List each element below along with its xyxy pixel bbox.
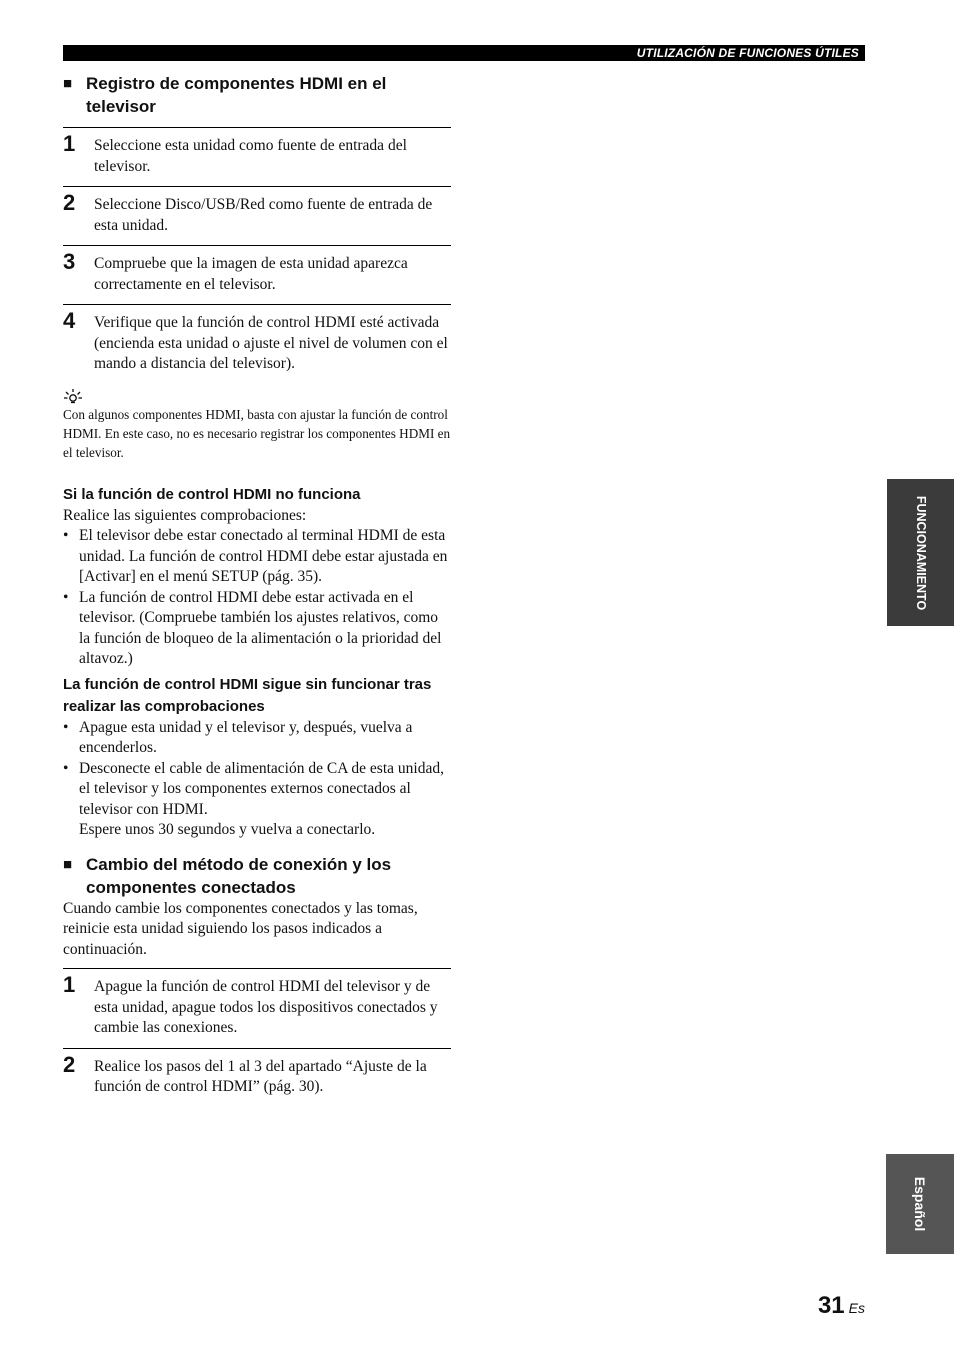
step-2 bbox=[63, 186, 451, 245]
step-text: Seleccione Disco/USB/Red como fuente de entrada de esta unidad. bbox=[94, 196, 433, 234]
trouble1-heading: Si la función de control HDMI no funciona bbox=[63, 485, 361, 503]
trouble2-followup: Espere unos 30 segundos y vuelva a conectarlo. bbox=[79, 821, 376, 838]
step-4 bbox=[63, 304, 451, 384]
tip-text: Con algunos componentes HDMI, basta con ajustar la función de control HDMI. En este caso, no es necesario registrar los componentes HDMI en el televisor. bbox=[63, 406, 451, 460]
trouble1-intro: Realice las siguientes comprobaciones: bbox=[63, 506, 307, 524]
trouble2-heading: La función de control HDMI sigue sin funcionar tras realizar las comprobaciones bbox=[63, 675, 432, 715]
step-number: 2 bbox=[63, 1051, 76, 1077]
step-text: Verifique que la función de control HDMI esté activada (encienda esta unidad o ajuste el nivel de volumen con el mando a distancia del televisor). bbox=[94, 314, 448, 372]
square-bullet-icon: ■ bbox=[63, 75, 73, 92]
trouble1-list bbox=[63, 526, 451, 670]
step-2 bbox=[63, 1048, 451, 1107]
tip-lightbulb-icon bbox=[63, 388, 451, 404]
page-number bbox=[818, 1292, 865, 1320]
step-text: Seleccione esta unidad como fuente de entrada del televisor. bbox=[94, 137, 407, 175]
side-tab-funcionamiento: FUNCIONAMIENTO bbox=[887, 479, 954, 626]
trouble2-list bbox=[63, 718, 451, 821]
list-item: • La función de control HDMI debe estar activada en el televisor. (Compruebe también los ajustes relativos, como la función de bloqueo de la alimentación o la prioridad del altavoz.) bbox=[63, 588, 442, 667]
section2-heading bbox=[63, 853, 451, 899]
step-number: 2 bbox=[63, 190, 76, 215]
section2-intro: Cuando cambie los componentes conectados y las tomas, reinicie esta unidad siguiendo los pasos indicados a continuación. bbox=[63, 899, 418, 958]
section2-title: Cambio del método de conexión y los componentes conectados bbox=[86, 854, 392, 897]
step-number: 3 bbox=[63, 249, 76, 274]
section1-heading bbox=[63, 72, 451, 118]
page-number-value: 31 bbox=[817, 1292, 845, 1319]
step-1 bbox=[63, 127, 451, 186]
step-text: Apague la función de control HDMI del televisor y de esta unidad, apague todos los dispositivos conectados y cambie las conexiones. bbox=[94, 978, 438, 1036]
step-3 bbox=[63, 245, 451, 304]
list-item: • Apague esta unidad y el televisor y, después, vuelva a encenderlos. bbox=[63, 718, 413, 756]
header-section-label: UTILIZACIÓN DE FUNCIONES ÚTILES bbox=[636, 46, 859, 60]
step-text: Compruebe que la imagen de esta unidad aparezca correctamente en el televisor. bbox=[94, 255, 408, 293]
step-text: Realice los pasos del 1 al 3 del apartado “Ajuste de la función de control HDMI” (pág. 30). bbox=[94, 1057, 427, 1095]
square-bullet-icon: ■ bbox=[63, 855, 73, 873]
step-number: 4 bbox=[63, 308, 76, 333]
step-number: 1 bbox=[63, 972, 76, 997]
list-item: • Desconecte el cable de alimentación de CA de esta unidad, el televisor y los componentes externos conectados al televisor con HDMI. bbox=[63, 759, 444, 818]
header-bar bbox=[63, 45, 865, 61]
list-item: • El televisor debe estar conectado al terminal HDMI de esta unidad. La función de control HDMI debe estar ajustada en [Activar] en el menú SETUP (pág. 35). bbox=[63, 527, 448, 585]
section1-title: Registro de componentes HDMI en el televisor bbox=[86, 74, 387, 116]
step-number: 1 bbox=[63, 131, 76, 156]
side-tab-language: Español bbox=[886, 1154, 954, 1254]
main-column bbox=[63, 72, 451, 1107]
page-language-code: Es bbox=[848, 1300, 865, 1316]
step-1 bbox=[63, 968, 451, 1048]
